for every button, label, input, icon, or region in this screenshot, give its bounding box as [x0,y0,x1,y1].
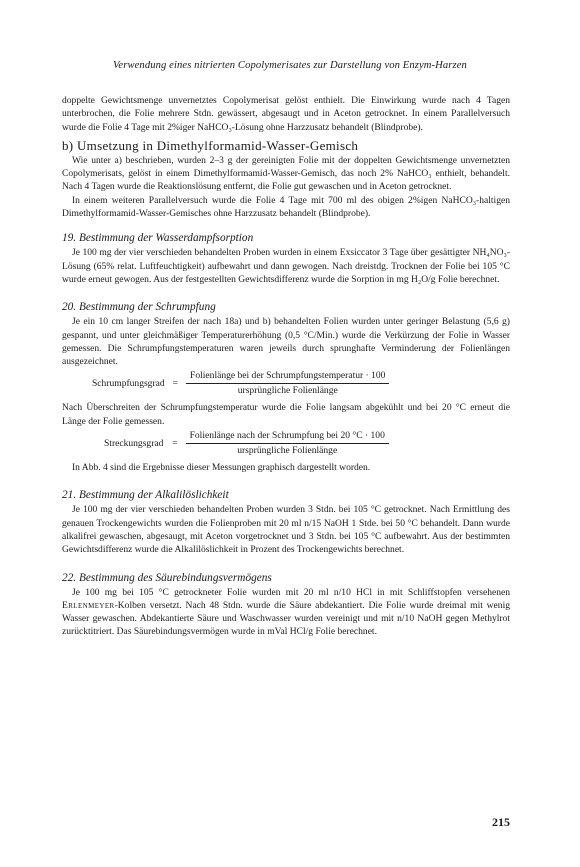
equation-1-numerator: Folienlänge bei der Schrumpfungstemperatur · 100 [190,370,386,382]
section-21-heading: 21. Bestimmung der Alkalilöslichkeit [62,489,229,502]
equation-streckungsgrad [62,430,510,457]
equation-schrumpfungsgrad [62,370,510,397]
section-20-heading: 20. Bestimmung der Schrumpfung [62,301,216,314]
section-b-heading: b) Umsetzung in Dimethylformamid-Wasser-Gemisch [62,137,359,153]
equation-2-fraction [186,430,389,457]
section-b-paragraph-1: Wie unter a) beschrieben, wurden 2–3 g der gereinigten Folie mit der doppelten Gewichtsmenge unvernetzten Copolymerisats, gelöst in einem Dimethylformamid-Wasser-Gemisch, das noch 2% NaHCO₃ enthielt, behandelt. Nach 4 Tagen wurde die Reaktionslösung entfernt, die Folie gut gewaschen und in Aceton getrocknet. [62,154,510,193]
equation-1-fraction [186,370,389,397]
equation-2-denominator: ursprüngliche Folienlänge [237,445,338,457]
section-20-paragraph-2: Nach Überschreiten der Schrumpfungstemperatur wurde die Folie langsam abgekühlt und bei 20 °C erneut die Länge der Folie gemessen. [62,402,510,427]
section-22-text-start: Je 100 mg bei 105 °C getrockneter Folie wurden mit 20 ml n/10 HCl in mit Schliffstopfen versehenen [72,586,510,598]
section-19-paragraph: Je 100 mg der vier verschieden behandelten Proben wurden in einem Exsiccator 3 Tage über gesättigter NH₄NO₃-Lösung (65% relat. Luftfeuchtigkeit) aufbewahrt und dann gewogen. Nach dreistdg. Trocknen der Folie bei 105 °C wurde erneut gewogen. Aus der festgestellten Gewichtsdifferenz wurde die Sorption in mg H₂O/g Folie berechnet. [62,247,510,285]
section-b-paragraph-2: In einem weiteren Parallelversuch wurde die Folie 4 Tage mit 700 ml des obigen 2%igen NaHCO₃-haltigen Dimethylformamid-Wasser-Gemisches ohne Harzzusatz behandelt (Blindprobe). [62,194,510,220]
equation-2-lhs-end: d [158,437,165,449]
erlenmeyer-name: Erlenmeyer [62,599,115,611]
equation-2-equals: = [172,437,178,449]
section-22-text-end: -Kolben versetzt. Nach 48 Stdn. wurde die Säure abdekantiert. Die Folie wurde dreimal mit wenig Wasser gewaschen. Abdekantierte Säure und Waschwasser wurden vereinigt und mit n/10 NaOH gegen Methylrot zurücktitriert. Das Säurebindungsvermögen wurde in mVal HCl/g Folie berechnet. [62,599,510,638]
equation-2-lhs [62,437,164,450]
page-body [62,94,510,639]
section-22-heading: 22. Bestimmung des Säurebindungsvermögens [62,571,272,584]
equation-2-numerator: Folienlänge nach der Schrumpfung bei 20 °C · 100 [189,430,385,442]
equation-1-equals: = [172,378,179,390]
running-head: Verwendung eines nitrierten Copolymerisates zur Darstellung von Enzym-Harzen [113,60,467,71]
paragraph-continuation: doppelte Gewichtsmenge unvernetztes Copolymerisat gelöst enthielt. Die Einwirkung wurde nach 4 Tagen unterbrochen, die Folie mehrere Stdn. gewässert, abgesaugt und in Aceton getrocknet. In einem Parallelversuch wurde die Folie 4 Tage mit 2%iger NaHCO₃-Lösung ohne Harzzusatz behandelt (Blindprobe). [62,95,510,133]
page-number: 215 [492,815,510,829]
section-22-paragraph [62,586,510,639]
section-20-paragraph-1: Je ein 10 cm langer Streifen der nach 18a) und b) behandelten Folien wurden unter geringer Belastung (5,6 g) gespannt, und unter gleichmäßiger Temperaturerhöhung (0,5 °C/Min.) wurde die Verkürzung der Folie in Wasser gemessen. Die Schrumpfungstemperaturen waren jeweils durch sprunghafte Verminderung der Folienlängen ausgezeichnet. [62,316,510,368]
equation-1-lhs: Schrumpfungsgrad [92,378,165,390]
section-19-heading: 19. Bestimmung der Wasserdampfsorption [62,232,254,245]
equation-1-denominator: ursprüngliche Folienlänge [237,385,338,397]
equation-2-lhs-main: Streckungsgra [104,437,159,449]
section-20-paragraph-3: In Abb. 4 sind die Ergebnisse dieser Messungen graphisch dargestellt worden. [72,462,371,474]
section-21-paragraph: Je 100 mg der vier verschieden behandelten Proben wurden 3 Stdn. bei 105 °C getrocknet. Nach Ermittlung des genauen Trockengewichts wurden die Folienproben mit 20 ml n/15 NaOH 1 Stde. bei 50 °C behandelt. Dann wurde alkalifrei gewaschen, abgesaugt, mit Aceton vorgetrocknet und 3 Stdn. bei 105 °C aufbewahrt. Aus der bestimmten Gewichtsdifferenz wurde die Alkalilöslichkeit in Prozent des Trockengewichts berechnet. [62,504,510,556]
